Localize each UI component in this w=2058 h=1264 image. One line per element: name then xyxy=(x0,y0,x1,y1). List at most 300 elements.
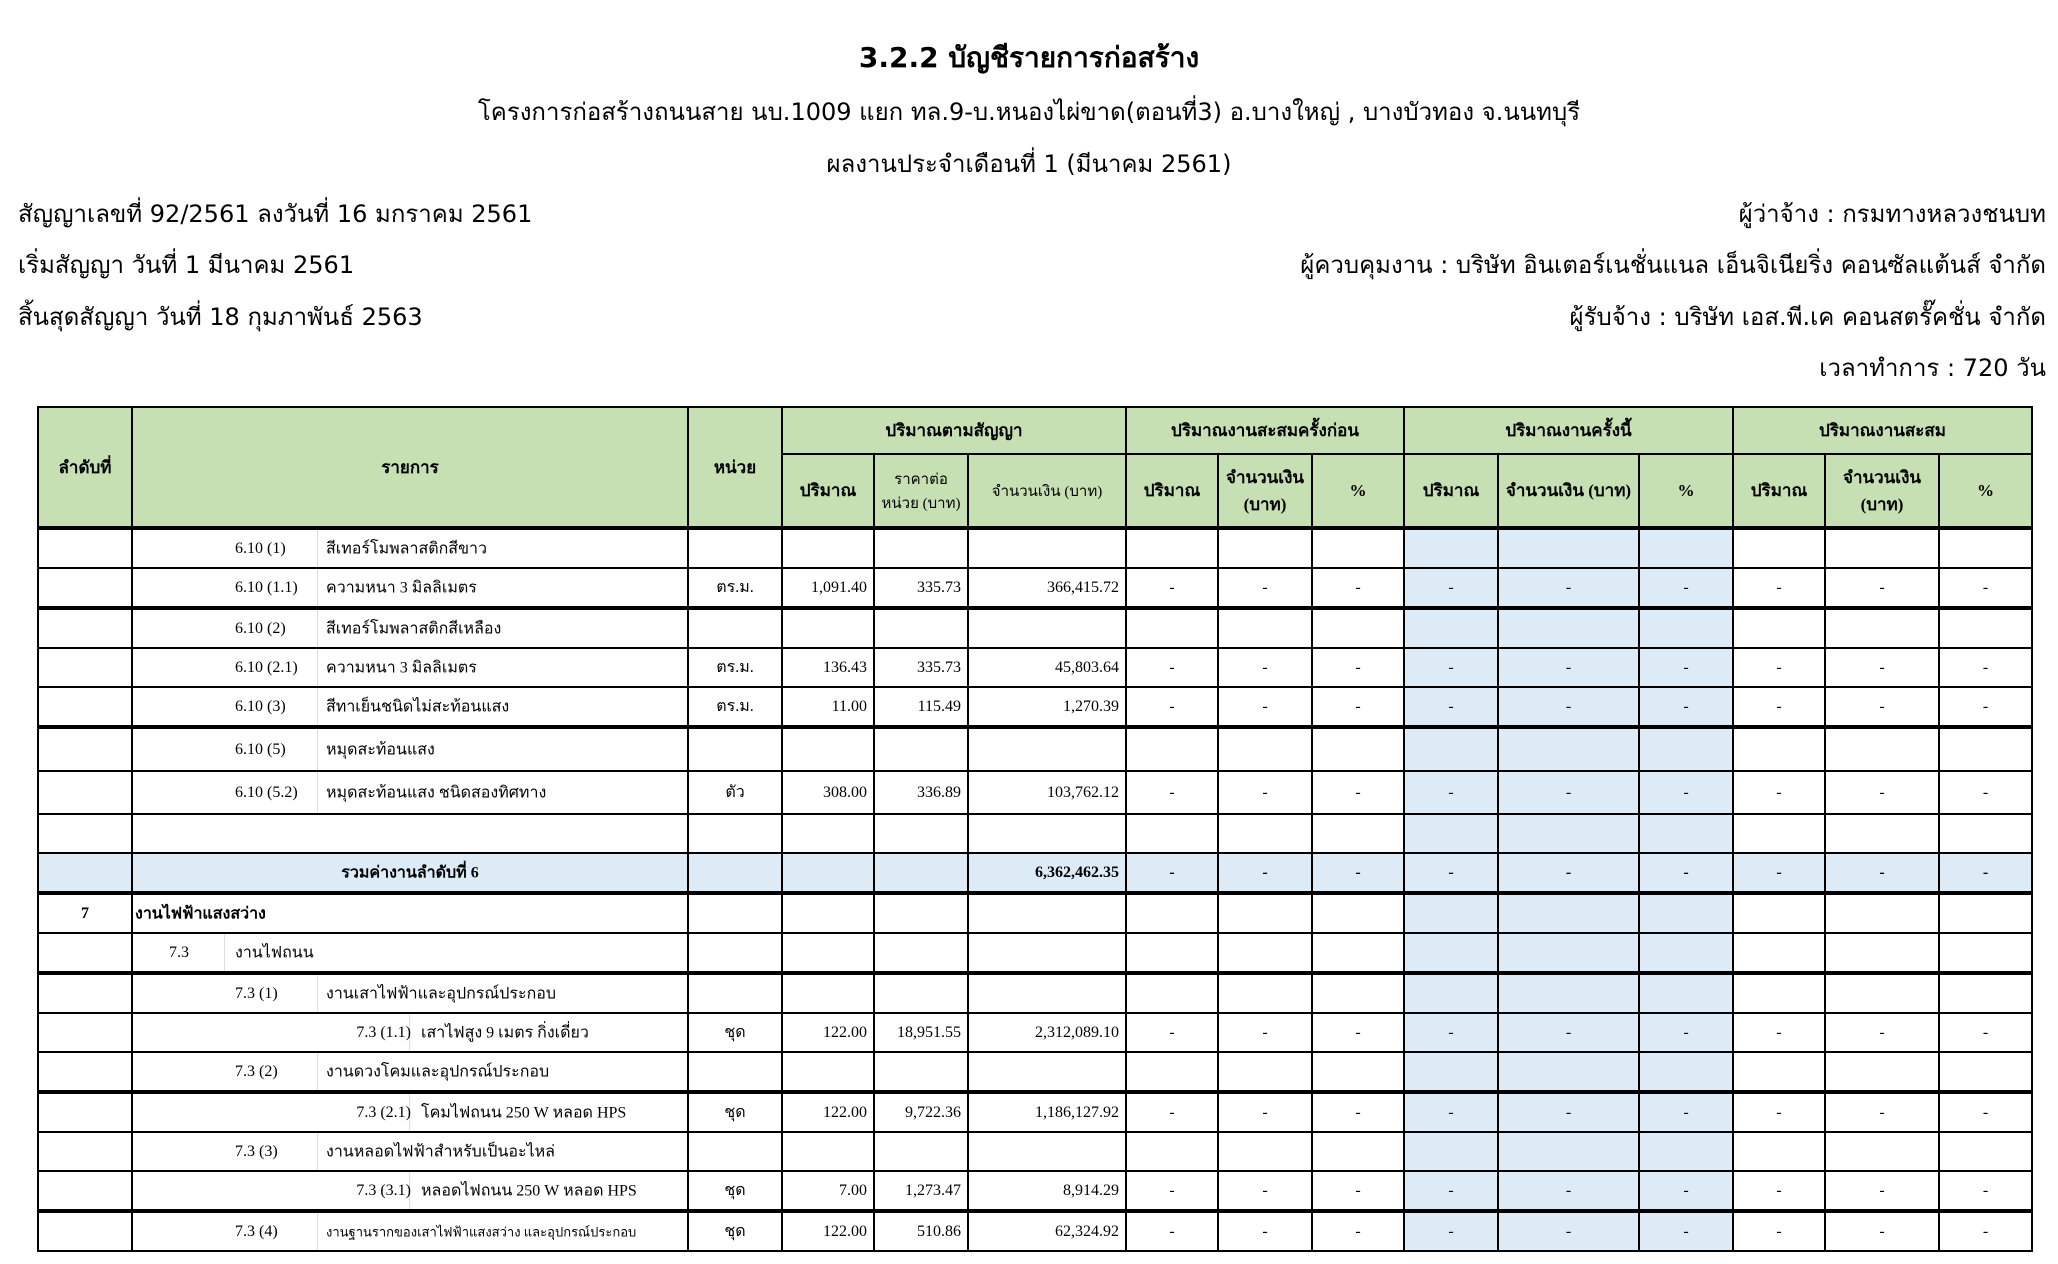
cum-qty: - xyxy=(1733,687,1825,727)
row-description xyxy=(132,1211,688,1251)
contract-qty xyxy=(782,893,874,933)
item-description: ความหนา 3 มิลลิเมตร xyxy=(326,659,477,676)
item-description: หลอดไฟถนน 250 W หลอด HPS xyxy=(421,1182,637,1199)
row-unit xyxy=(688,933,782,973)
prev-percent: - xyxy=(1312,687,1404,727)
prev-amount xyxy=(1218,727,1312,771)
cum-amount xyxy=(1825,1132,1939,1171)
contract-amount xyxy=(968,727,1126,771)
row-number xyxy=(38,687,132,727)
table-row xyxy=(38,1171,2032,1211)
item-code: 6.10 (5.2) xyxy=(235,783,298,801)
cum-amount: - xyxy=(1825,853,1939,893)
current-percent: - xyxy=(1639,648,1733,687)
row-number xyxy=(38,1211,132,1251)
contract-price: 1,273.47 xyxy=(874,1171,968,1211)
prev-amount: - xyxy=(1218,853,1312,893)
row-number xyxy=(38,933,132,973)
contract-price xyxy=(874,973,968,1013)
current-qty xyxy=(1404,893,1498,933)
current-percent: - xyxy=(1639,1013,1733,1052)
row-number xyxy=(38,727,132,771)
contract-qty xyxy=(782,528,874,568)
row-number xyxy=(38,528,132,568)
group-cumulative: ปริมาณงานสะสม xyxy=(1733,407,2032,454)
contract-qty: 7.00 xyxy=(782,1171,874,1211)
row-description xyxy=(132,648,688,687)
item-code: 7.3 (2) xyxy=(235,1062,278,1080)
supervisor: ผู้ควบคุมงาน : บริษัท อินเตอร์เนชั่นแนล เอ็นจิเนียริ่ง คอนซัลแต้นส์ จำกัด xyxy=(1300,251,2046,279)
col-cum-amount: จำนวนเงิน (บาท) xyxy=(1825,454,1939,528)
current-qty xyxy=(1404,973,1498,1013)
current-percent: - xyxy=(1639,853,1733,893)
cum-qty xyxy=(1733,814,1825,853)
cum-percent xyxy=(1939,608,2032,648)
prev-qty xyxy=(1126,1132,1218,1171)
current-percent: - xyxy=(1639,1171,1733,1211)
cum-percent: - xyxy=(1939,1171,2032,1211)
current-amount: - xyxy=(1498,1092,1639,1132)
item-code: 7.3 (4) xyxy=(235,1222,278,1240)
cum-qty: - xyxy=(1733,771,1825,814)
row-number: 7 xyxy=(38,893,132,933)
prev-amount xyxy=(1218,608,1312,648)
contract-qty: 1,091.40 xyxy=(782,568,874,608)
prev-percent: - xyxy=(1312,1211,1404,1251)
table-row xyxy=(38,1211,2032,1251)
col-item: รายการ xyxy=(132,407,688,528)
cum-amount xyxy=(1825,1052,1939,1092)
prev-qty xyxy=(1126,727,1218,771)
cum-qty xyxy=(1733,528,1825,568)
current-percent: - xyxy=(1639,568,1733,608)
prev-percent: - xyxy=(1312,1013,1404,1052)
item-divider xyxy=(317,1133,318,1170)
row-number xyxy=(38,568,132,608)
cum-qty xyxy=(1733,608,1825,648)
row-description xyxy=(132,1013,688,1052)
row-unit xyxy=(688,973,782,1013)
contract-qty: 122.00 xyxy=(782,1211,874,1251)
contract-amount xyxy=(968,933,1126,973)
table-row xyxy=(38,933,2032,973)
prev-qty xyxy=(1126,1052,1218,1092)
prev-amount xyxy=(1218,893,1312,933)
cum-percent xyxy=(1939,1052,2032,1092)
col-no: ลำดับที่ xyxy=(38,407,132,528)
prev-percent xyxy=(1312,933,1404,973)
contract-qty xyxy=(782,933,874,973)
contract-amount: 2,312,089.10 xyxy=(968,1013,1126,1052)
current-percent xyxy=(1639,814,1733,853)
item-code: 7.3 xyxy=(169,943,189,961)
cum-qty: - xyxy=(1733,1171,1825,1211)
contract-price: 115.49 xyxy=(874,687,968,727)
item-divider xyxy=(317,1213,318,1250)
col-current-percent: % xyxy=(1639,454,1733,528)
col-unit-price: ราคาต่อหน่วย (บาท) xyxy=(874,454,968,528)
row-number xyxy=(38,608,132,648)
item-code: 6.10 (2.1) xyxy=(235,658,298,676)
contract-qty xyxy=(782,1052,874,1092)
project-name: โครงการก่อสร้างถนนสาย นบ.1009 แยก ทล.9-บ.หนองไผ่ขาด(ตอนที่3) อ.บางใหญ่ , บางบัวทอง จ.นนทบุรี xyxy=(477,98,1581,126)
row-unit xyxy=(688,1132,782,1171)
item-code: 7.3 (3) xyxy=(235,1142,278,1160)
contract-amount: 62,324.92 xyxy=(968,1211,1126,1251)
row-description xyxy=(132,853,688,893)
contract-price xyxy=(874,727,968,771)
document-title: 3.2.2 บัญชีรายการก่อสร้าง xyxy=(858,41,1200,74)
item-divider xyxy=(224,934,225,971)
contract-qty: 11.00 xyxy=(782,687,874,727)
current-amount xyxy=(1498,727,1639,771)
row-unit xyxy=(688,893,782,933)
prev-amount xyxy=(1218,933,1312,973)
prev-amount xyxy=(1218,1052,1312,1092)
current-qty: - xyxy=(1404,648,1498,687)
cum-qty: - xyxy=(1733,1211,1825,1251)
contract-amount xyxy=(968,973,1126,1013)
current-amount: - xyxy=(1498,568,1639,608)
prev-amount: - xyxy=(1218,1092,1312,1132)
row-description xyxy=(132,1092,688,1132)
current-qty: - xyxy=(1404,1211,1498,1251)
col-contract-qty: ปริมาณ xyxy=(782,454,874,528)
cum-amount: - xyxy=(1825,1013,1939,1052)
contract-qty: 122.00 xyxy=(782,1013,874,1052)
cum-percent xyxy=(1939,933,2032,973)
row-unit xyxy=(688,528,782,568)
current-amount: - xyxy=(1498,771,1639,814)
cum-percent xyxy=(1939,528,2032,568)
cum-percent: - xyxy=(1939,1013,2032,1052)
item-description: หมุดสะท้อนแสง xyxy=(326,741,435,758)
contract-qty xyxy=(782,853,874,893)
current-qty xyxy=(1404,1052,1498,1092)
cum-amount xyxy=(1825,973,1939,1013)
item-divider xyxy=(317,688,318,725)
cum-amount xyxy=(1825,814,1939,853)
col-current-qty: ปริมาณ xyxy=(1404,454,1498,528)
table-row xyxy=(38,1132,2032,1171)
prev-qty: - xyxy=(1126,771,1218,814)
contract-qty xyxy=(782,727,874,771)
col-prev-qty: ปริมาณ xyxy=(1126,454,1218,528)
cum-percent: - xyxy=(1939,1092,2032,1132)
cum-qty xyxy=(1733,933,1825,973)
row-description xyxy=(132,687,688,727)
item-description: สีเทอร์โมพลาสติกสีเหลือง xyxy=(326,620,502,637)
prev-qty: - xyxy=(1126,648,1218,687)
prev-qty xyxy=(1126,893,1218,933)
cum-percent: - xyxy=(1939,1211,2032,1251)
table-row xyxy=(38,814,2032,853)
item-divider xyxy=(317,975,318,1012)
contract-price: 335.73 xyxy=(874,648,968,687)
table-row xyxy=(38,973,2032,1013)
current-qty: - xyxy=(1404,771,1498,814)
cum-percent: - xyxy=(1939,687,2032,727)
item-code: 7.3 (1.1) xyxy=(356,1023,411,1041)
table-row xyxy=(38,528,2032,568)
current-qty xyxy=(1404,933,1498,973)
row-unit xyxy=(688,608,782,648)
col-prev-percent: % xyxy=(1312,454,1404,528)
contract-price: 335.73 xyxy=(874,568,968,608)
table-row xyxy=(38,1052,2032,1092)
row-unit: ตัว xyxy=(688,771,782,814)
current-amount xyxy=(1498,893,1639,933)
contract-start: เริ่มสัญญา วันที่ 1 มีนาคม 2561 xyxy=(18,251,355,279)
current-amount: - xyxy=(1498,1211,1639,1251)
contract-amount xyxy=(968,814,1126,853)
contract-qty xyxy=(782,1132,874,1171)
row-description xyxy=(132,727,688,771)
current-qty: - xyxy=(1404,1171,1498,1211)
row-number xyxy=(38,1132,132,1171)
cum-qty: - xyxy=(1733,1013,1825,1052)
current-amount xyxy=(1498,1052,1639,1092)
row-number xyxy=(38,1171,132,1211)
cum-amount xyxy=(1825,933,1939,973)
prev-percent: - xyxy=(1312,853,1404,893)
current-percent xyxy=(1639,973,1733,1013)
current-qty xyxy=(1404,608,1498,648)
prev-qty: - xyxy=(1126,1013,1218,1052)
table-row xyxy=(38,568,2032,608)
contract-price xyxy=(874,1052,968,1092)
contract-amount xyxy=(968,1052,1126,1092)
cum-amount xyxy=(1825,608,1939,648)
group-previous: ปริมาณงานสะสมครั้งก่อน xyxy=(1126,407,1404,454)
contract-amount: 1,186,127.92 xyxy=(968,1092,1126,1132)
prev-qty: - xyxy=(1126,853,1218,893)
row-number xyxy=(38,771,132,814)
contract-amount: 6,362,462.35 xyxy=(968,853,1126,893)
contract-price: 18,951.55 xyxy=(874,1013,968,1052)
current-amount: - xyxy=(1498,1171,1639,1211)
row-number xyxy=(38,814,132,853)
current-qty: - xyxy=(1404,853,1498,893)
contract-amount: 366,415.72 xyxy=(968,568,1126,608)
item-description: โคมไฟถนน 250 W หลอด HPS xyxy=(421,1104,627,1121)
item-code: 6.10 (5) xyxy=(235,740,286,758)
row-number xyxy=(38,853,132,893)
report-period: ผลงานประจำเดือนที่ 1 (มีนาคม 2561) xyxy=(826,150,1232,178)
row-unit: ชุด xyxy=(688,1013,782,1052)
contract-qty xyxy=(782,814,874,853)
row-unit xyxy=(688,814,782,853)
prev-amount xyxy=(1218,1132,1312,1171)
prev-percent xyxy=(1312,893,1404,933)
item-divider xyxy=(317,610,318,647)
prev-percent xyxy=(1312,727,1404,771)
summary-label: รวมค่างานลำดับที่ 6 xyxy=(341,864,479,881)
cum-qty: - xyxy=(1733,1092,1825,1132)
table-row xyxy=(38,1013,2032,1052)
cum-amount xyxy=(1825,727,1939,771)
current-qty: - xyxy=(1404,1013,1498,1052)
col-unit: หน่วย xyxy=(688,407,782,528)
contract-price xyxy=(874,933,968,973)
contract-amount: 45,803.64 xyxy=(968,648,1126,687)
cum-amount: - xyxy=(1825,1211,1939,1251)
cum-percent: - xyxy=(1939,771,2032,814)
contract-amount: 1,270.39 xyxy=(968,687,1126,727)
contract-price xyxy=(874,528,968,568)
item-description: สีทาเย็นชนิดไม่สะท้อนแสง xyxy=(326,698,510,715)
cum-percent xyxy=(1939,727,2032,771)
row-number xyxy=(38,648,132,687)
current-percent xyxy=(1639,727,1733,771)
row-description xyxy=(132,814,688,853)
current-amount xyxy=(1498,973,1639,1013)
current-qty: - xyxy=(1404,1092,1498,1132)
contract-price xyxy=(874,1132,968,1171)
prev-percent xyxy=(1312,528,1404,568)
item-divider xyxy=(317,569,318,606)
current-percent xyxy=(1639,1132,1733,1171)
item-divider xyxy=(317,530,318,567)
row-description xyxy=(132,608,688,648)
current-qty: - xyxy=(1404,687,1498,727)
contract-end: สิ้นสุดสัญญา วันที่ 18 กุมภาพันธ์ 2563 xyxy=(18,303,423,331)
contract-amount xyxy=(968,893,1126,933)
table-row xyxy=(38,853,2032,893)
current-amount: - xyxy=(1498,648,1639,687)
prev-amount xyxy=(1218,973,1312,1013)
prev-percent: - xyxy=(1312,1092,1404,1132)
item-divider xyxy=(317,772,318,813)
row-description xyxy=(132,1171,688,1211)
col-cum-qty: ปริมาณ xyxy=(1733,454,1825,528)
cum-percent xyxy=(1939,814,2032,853)
row-unit: ตร.ม. xyxy=(688,687,782,727)
prev-amount: - xyxy=(1218,1013,1312,1052)
cum-qty xyxy=(1733,973,1825,1013)
prev-qty xyxy=(1126,608,1218,648)
item-description: งานดวงโคมและอุปกรณ์ประกอบ xyxy=(326,1063,550,1080)
contract-amount xyxy=(968,608,1126,648)
item-code: 7.3 (1) xyxy=(235,984,278,1002)
prev-qty: - xyxy=(1126,687,1218,727)
current-percent: - xyxy=(1639,1211,1733,1251)
item-description: งานไฟฟ้าแสงสว่าง xyxy=(135,905,266,922)
table-row xyxy=(38,727,2032,771)
cum-percent xyxy=(1939,1132,2032,1171)
current-qty xyxy=(1404,528,1498,568)
table-row xyxy=(38,893,2032,933)
row-unit xyxy=(688,853,782,893)
group-current: ปริมาณงานครั้งนี้ xyxy=(1404,407,1733,454)
item-description: เสาไฟสูง 9 เมตร กิ่งเดี่ยว xyxy=(421,1024,589,1041)
table-row xyxy=(38,771,2032,814)
cum-qty xyxy=(1733,1052,1825,1092)
prev-amount: - xyxy=(1218,1211,1312,1251)
current-percent xyxy=(1639,933,1733,973)
item-description: สีเทอร์โมพลาสติกสีขาว xyxy=(326,540,487,557)
table-body xyxy=(38,528,2032,1251)
row-unit: ชุด xyxy=(688,1211,782,1251)
item-description: งานฐานรากของเสาไฟฟ้าแสงสว่าง และอุปกรณ์ประกอบ xyxy=(326,1224,637,1239)
row-number xyxy=(38,1092,132,1132)
current-percent xyxy=(1639,1052,1733,1092)
current-percent: - xyxy=(1639,687,1733,727)
item-description: ความหนา 3 มิลลิเมตร xyxy=(326,579,477,596)
prev-qty: - xyxy=(1126,1171,1218,1211)
current-qty xyxy=(1404,1132,1498,1171)
current-amount xyxy=(1498,1132,1639,1171)
item-code: 6.10 (3) xyxy=(235,697,286,715)
cum-amount: - xyxy=(1825,1171,1939,1211)
cum-qty: - xyxy=(1733,853,1825,893)
cum-amount: - xyxy=(1825,687,1939,727)
table-row xyxy=(38,648,2032,687)
prev-percent xyxy=(1312,814,1404,853)
row-description xyxy=(132,1132,688,1171)
item-code: 7.3 (2.1) xyxy=(356,1103,411,1121)
col-prev-amount: จำนวนเงิน (บาท) xyxy=(1218,454,1312,528)
prev-qty: - xyxy=(1126,568,1218,608)
row-unit: ตร.ม. xyxy=(688,648,782,687)
row-unit xyxy=(688,1052,782,1092)
group-contract: ปริมาณตามสัญญา xyxy=(782,407,1126,454)
row-unit: ชุด xyxy=(688,1171,782,1211)
item-description: งานไฟถนน xyxy=(235,944,314,961)
contract-price: 336.89 xyxy=(874,771,968,814)
contract-price xyxy=(874,893,968,933)
contract-price xyxy=(874,853,968,893)
prev-percent: - xyxy=(1312,648,1404,687)
prev-percent: - xyxy=(1312,1171,1404,1211)
current-amount: - xyxy=(1498,853,1639,893)
cum-percent xyxy=(1939,893,2032,933)
item-divider xyxy=(317,729,318,770)
row-unit xyxy=(688,727,782,771)
prev-qty xyxy=(1126,973,1218,1013)
prev-amount: - xyxy=(1218,648,1312,687)
row-unit: ตร.ม. xyxy=(688,568,782,608)
prev-amount: - xyxy=(1218,687,1312,727)
prev-amount xyxy=(1218,814,1312,853)
cum-percent: - xyxy=(1939,568,2032,608)
prev-percent: - xyxy=(1312,568,1404,608)
col-contract-amount: จำนวนเงิน (บาท) xyxy=(968,454,1126,528)
contract-qty: 122.00 xyxy=(782,1092,874,1132)
row-description xyxy=(132,933,688,973)
item-code: 6.10 (2) xyxy=(235,619,286,637)
current-percent xyxy=(1639,893,1733,933)
item-description: งานเสาไฟฟ้าและอุปกรณ์ประกอบ xyxy=(326,985,557,1002)
cum-qty xyxy=(1733,893,1825,933)
row-description xyxy=(132,568,688,608)
current-amount xyxy=(1498,528,1639,568)
table-row xyxy=(38,1092,2032,1132)
prev-amount xyxy=(1218,528,1312,568)
contract-qty xyxy=(782,608,874,648)
current-percent: - xyxy=(1639,1092,1733,1132)
prev-percent xyxy=(1312,973,1404,1013)
contract-price xyxy=(874,608,968,648)
contract-qty xyxy=(782,973,874,1013)
current-qty: - xyxy=(1404,568,1498,608)
prev-qty xyxy=(1126,933,1218,973)
contract-qty: 136.43 xyxy=(782,648,874,687)
row-description xyxy=(132,973,688,1013)
cum-qty xyxy=(1733,1132,1825,1171)
contract-amount: 8,914.29 xyxy=(968,1171,1126,1211)
employer: ผู้ว่าจ้าง : กรมทางหลวงชนบท xyxy=(1738,200,2046,228)
